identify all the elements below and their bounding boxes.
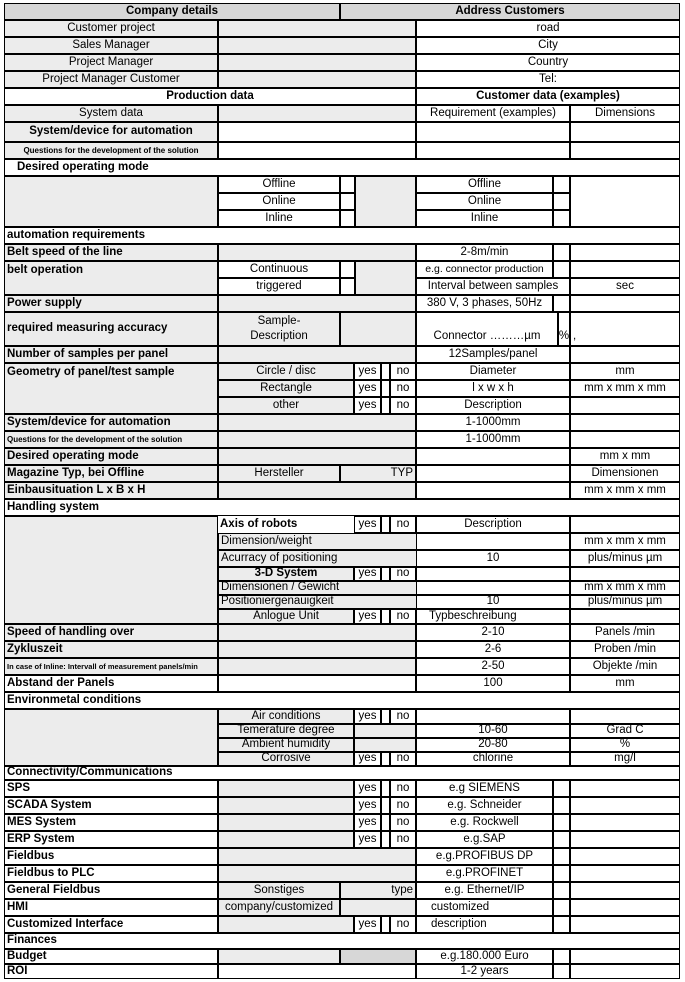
env-corrosive-no[interactable]: no xyxy=(390,752,416,766)
belt-continuous-dim[interactable] xyxy=(570,261,680,278)
belt-continuous-label: Continuous xyxy=(218,261,340,278)
geometry-circle-yes[interactable]: yes xyxy=(354,363,381,380)
hmi-mid: company/customized xyxy=(218,899,340,916)
env-air: Air conditions xyxy=(218,709,354,724)
questions-req-2[interactable]: 1-1000mm xyxy=(416,431,570,448)
fieldbus-plc-value[interactable]: e.g.PROFINET xyxy=(416,865,553,882)
mes-yes[interactable]: yes xyxy=(354,814,381,831)
customer-data-heading: Customer data (examples) xyxy=(416,88,680,105)
geometry-rectangle-no[interactable]: no xyxy=(390,380,416,397)
erp-label: ERP System xyxy=(4,831,218,848)
handling-accuracy: Acurracy of positioning xyxy=(218,550,416,567)
magazine-req[interactable] xyxy=(416,465,570,482)
inline-interval-unit[interactable]: Objekte /min xyxy=(570,658,680,675)
samples-per-panel-label: Number of samples per panel xyxy=(4,346,218,363)
accuracy-value[interactable]: Connector ………µm xyxy=(416,312,558,346)
fieldbus-dim[interactable] xyxy=(570,848,680,865)
roi-dim[interactable] xyxy=(570,964,680,979)
panel-distance-value[interactable]: 100 xyxy=(416,675,570,692)
production-data-heading: Production data xyxy=(4,88,416,105)
erp-yes[interactable]: yes xyxy=(354,831,381,848)
belt-continuous-checkbox[interactable] xyxy=(340,261,355,278)
system-device-req-1[interactable] xyxy=(416,122,570,142)
handling-axis-desc[interactable]: Description xyxy=(416,516,570,533)
fieldbus-label: Fieldbus xyxy=(4,848,218,865)
geometry-other-yes[interactable]: yes xyxy=(354,397,381,414)
power-supply-value[interactable]: 380 V, 3 phases, 50Hz xyxy=(416,295,553,312)
handling-axis-no[interactable]: no xyxy=(390,516,416,533)
belt-speed-label: Belt speed of the line xyxy=(4,244,218,261)
handling-dim-weight-de: Dimensionen / Gewicht xyxy=(218,581,416,595)
env-temperature: Temerature degree xyxy=(218,724,354,738)
env-air-no[interactable]: no xyxy=(390,709,416,724)
desired-mode-heading-1: Desired operating mode xyxy=(4,159,680,176)
custom-interface-check[interactable] xyxy=(553,916,570,933)
accuracy-mid[interactable] xyxy=(340,312,416,346)
custom-interface-yes-box[interactable] xyxy=(381,916,390,933)
questions-label-2: Questions for the development of the solution xyxy=(4,431,218,448)
scada-field[interactable] xyxy=(218,797,354,814)
magazine-maker: Hersteller xyxy=(218,465,340,482)
accuracy-desc-line2: Description xyxy=(250,329,308,342)
power-supply-field[interactable] xyxy=(218,295,416,312)
geometry-other-no[interactable]: no xyxy=(390,397,416,414)
address-customers-heading: Address Customers xyxy=(340,3,680,20)
cycle-time-value[interactable]: 2-6 xyxy=(416,641,570,658)
desired-mode-label-2: Desired operating mode xyxy=(4,448,218,465)
system-device-req-2[interactable]: 1-1000mm xyxy=(416,414,570,431)
handling-3d-yes[interactable]: yes xyxy=(354,567,381,581)
mes-field[interactable] xyxy=(218,814,354,831)
city-field[interactable]: City xyxy=(416,37,680,54)
belt-speed-value[interactable]: 2-8m/min xyxy=(416,244,553,261)
speed-handling-label: Speed of handling over xyxy=(4,624,218,641)
handling-dim-weight: Dimension/weight xyxy=(218,533,416,550)
system-device-field-1[interactable] xyxy=(218,122,416,142)
handling-system-heading: Handling system xyxy=(4,499,680,516)
sps-dim[interactable] xyxy=(570,780,680,797)
hmi-label: HMI xyxy=(4,899,218,916)
custom-interface-no[interactable]: no xyxy=(390,916,416,933)
geometry-circle-example[interactable]: Diameter xyxy=(416,363,570,380)
general-fieldbus-other: Sonstiges xyxy=(218,882,340,899)
panel-distance-unit[interactable]: mm xyxy=(570,675,680,692)
handling-analogue-dim[interactable] xyxy=(570,609,680,624)
env-humidity-mid xyxy=(354,738,416,752)
mode-inline: Inline xyxy=(218,210,340,227)
questions-dim-2[interactable] xyxy=(570,431,680,448)
tel-field[interactable]: Tel: xyxy=(416,71,680,88)
finances-heading: Finances xyxy=(4,933,680,949)
belt-continuous-check[interactable] xyxy=(553,261,570,278)
cycle-time-field[interactable] xyxy=(218,641,416,658)
env-humidity-value[interactable]: 20-80 xyxy=(416,738,570,752)
customer-project-field[interactable] xyxy=(218,20,416,37)
general-fieldbus-value[interactable]: e.g. Ethernet/IP xyxy=(416,882,553,899)
sales-manager-label: Sales Manager xyxy=(4,37,218,54)
questions-req-1[interactable] xyxy=(416,142,570,159)
belt-triggered-example[interactable]: Interval between samples xyxy=(416,278,570,295)
roi-check[interactable] xyxy=(553,964,570,979)
desired-mode-unit-2[interactable]: mm x mm xyxy=(570,448,680,465)
installation-field[interactable] xyxy=(218,482,416,499)
accuracy-unit[interactable]: % xyxy=(558,312,570,346)
cust-mode-inline: Inline xyxy=(416,210,553,227)
geometry-circle-no[interactable]: no xyxy=(390,363,416,380)
fieldbus-plc-check[interactable] xyxy=(553,865,570,882)
requirements-form xyxy=(4,3,680,979)
belt-triggered-checkbox[interactable] xyxy=(340,278,355,295)
custom-interface-field[interactable] xyxy=(218,916,354,933)
env-corrosive: Corrosive xyxy=(218,752,354,766)
system-device-label-2: System/device for automation xyxy=(4,414,218,431)
hmi-dim[interactable] xyxy=(570,899,680,916)
scada-yes-box[interactable] xyxy=(381,797,390,814)
env-temperature-unit[interactable]: Grad C xyxy=(570,724,680,738)
sales-manager-field[interactable] xyxy=(218,37,416,54)
project-manager-customer-field[interactable] xyxy=(218,71,416,88)
mode-block-right xyxy=(570,176,680,227)
desired-mode-field-2[interactable] xyxy=(218,448,416,465)
scada-check[interactable] xyxy=(553,797,570,814)
mes-check[interactable] xyxy=(553,814,570,831)
geometry-other: other xyxy=(218,397,354,414)
project-manager-customer-label: Project Manager Customer xyxy=(4,71,218,88)
cust-mode-online-checkbox[interactable] xyxy=(553,193,570,210)
magazine-type: TYP xyxy=(340,465,416,482)
sps-label: SPS xyxy=(4,780,218,797)
env-corrosive-unit[interactable]: mg/l xyxy=(570,752,680,766)
questions-label-1: Questions for the development of the solution xyxy=(4,142,218,159)
roi-field[interactable] xyxy=(218,964,416,979)
env-corrosive-value[interactable]: chlorine xyxy=(416,752,570,766)
sps-no[interactable]: no xyxy=(390,780,416,797)
panel-distance-label: Abstand der Panels xyxy=(4,675,218,692)
handling-accuracy-de: Positioniergenauigkeit xyxy=(218,595,416,609)
fieldbus-plc-label: Fieldbus to PLC xyxy=(4,865,218,882)
scada-value[interactable]: e.g. Schneider xyxy=(416,797,553,814)
env-temperature-mid xyxy=(354,724,416,738)
mode-offline: Offline xyxy=(218,176,340,193)
accuracy-desc xyxy=(218,312,340,346)
handling-accuracy-de-value[interactable]: 10 xyxy=(416,595,570,609)
general-fieldbus-label: General Fieldbus xyxy=(4,882,218,899)
handling-accuracy-unit[interactable]: plus/minus µm xyxy=(570,550,680,567)
fieldbus-check[interactable] xyxy=(553,848,570,865)
mode-block-mid xyxy=(355,176,416,227)
samples-per-panel-dim[interactable] xyxy=(570,346,680,363)
handling-axis-label: Axis of robots xyxy=(220,517,298,530)
handling-3d-system: 3-D System xyxy=(218,567,354,581)
budget-field[interactable] xyxy=(218,949,340,964)
sps-field[interactable] xyxy=(218,780,354,797)
geometry-other-yes-box[interactable] xyxy=(381,397,390,414)
handling-accuracy-de-unit[interactable]: plus/minus µm xyxy=(570,595,680,609)
power-supply-check[interactable] xyxy=(553,295,570,312)
custom-interface-dim[interactable] xyxy=(570,916,680,933)
hmi-check[interactable] xyxy=(553,899,570,916)
budget-dim[interactable] xyxy=(570,949,680,964)
hmi-mid-right[interactable] xyxy=(340,899,416,916)
questions-field-1[interactable] xyxy=(218,142,416,159)
speed-handling-value[interactable]: 2-10 xyxy=(416,624,570,641)
env-air-dim[interactable] xyxy=(570,709,680,724)
project-manager-field[interactable] xyxy=(218,54,416,71)
environmental-heading: Environmetal conditions xyxy=(4,692,680,709)
general-fieldbus-dim[interactable] xyxy=(570,882,680,899)
hmi-value[interactable]: customized xyxy=(416,899,553,916)
belt-operation-mid xyxy=(355,261,416,295)
environmental-block-left xyxy=(4,709,218,766)
handling-dim-weight-unit[interactable]: mm x mm x mm xyxy=(570,533,680,550)
handling-axis-yes[interactable]: yes xyxy=(354,516,381,533)
accuracy-dim[interactable]: , xyxy=(570,312,680,346)
erp-field[interactable] xyxy=(218,831,354,848)
mes-value[interactable]: e.g. Rockwell xyxy=(416,814,553,831)
mode-online: Online xyxy=(218,193,340,210)
sps-value[interactable]: e.g SIEMENS xyxy=(416,780,553,797)
system-data-field xyxy=(218,105,416,122)
questions-field-2[interactable] xyxy=(218,431,416,448)
magazine-unit[interactable]: Dimensionen xyxy=(570,465,680,482)
cust-mode-online: Online xyxy=(416,193,553,210)
installation-req[interactable] xyxy=(416,482,570,499)
speed-handling-unit[interactable]: Panels /min xyxy=(570,624,680,641)
country-field[interactable]: Country xyxy=(416,54,680,71)
custom-interface-label: Customized Interface xyxy=(4,916,218,933)
env-air-yes[interactable]: yes xyxy=(354,709,381,724)
requirement-heading: Requirement (examples) xyxy=(416,105,570,122)
budget-check[interactable] xyxy=(553,949,570,964)
handling-dim-weight-de-req[interactable] xyxy=(416,581,570,595)
handling-analogue: Anlogue Unit xyxy=(218,609,354,624)
power-supply-label: Power supply xyxy=(4,295,218,312)
cust-mode-offline-checkbox[interactable] xyxy=(553,176,570,193)
mes-yes-box[interactable] xyxy=(381,814,390,831)
belt-speed-dim[interactable] xyxy=(570,244,680,261)
geometry-circle-unit[interactable]: mm xyxy=(570,363,680,380)
scada-label: SCADA System xyxy=(4,797,218,814)
geometry-rectangle-example[interactable]: l x w x h xyxy=(416,380,570,397)
mes-no[interactable]: no xyxy=(390,814,416,831)
roi-label: ROI xyxy=(4,964,218,979)
env-humidity-unit[interactable]: % xyxy=(570,738,680,752)
geometry-circle: Circle / disc xyxy=(218,363,354,380)
customer-project-label: Customer project xyxy=(4,20,218,37)
geometry-other-example[interactable]: Description xyxy=(416,397,570,414)
mes-label: MES System xyxy=(4,814,218,831)
handling-analogue-yes[interactable]: yes xyxy=(354,609,381,624)
speed-handling-field[interactable] xyxy=(218,624,416,641)
inline-interval-label: In case of Inline: Intervall of measurement panels/min xyxy=(4,658,218,675)
power-supply-dim[interactable] xyxy=(570,295,680,312)
geometry-rectangle-unit[interactable]: mm x mm x mm xyxy=(570,380,680,397)
geometry-rectangle-yes-box[interactable] xyxy=(381,380,390,397)
budget-value[interactable]: e.g.180.000 Euro xyxy=(416,949,553,964)
cust-mode-offline: Offline xyxy=(416,176,553,193)
mode-offline-checkbox[interactable] xyxy=(340,176,355,193)
geometry-circle-yes-box[interactable] xyxy=(381,363,390,380)
env-corrosive-yes-box[interactable] xyxy=(381,752,390,766)
handling-analogue-yes-box[interactable] xyxy=(381,609,390,624)
mode-inline-checkbox[interactable] xyxy=(340,210,355,227)
magazine-label: Magazine Typ, bei Offline xyxy=(4,465,218,482)
system-device-dim-1[interactable] xyxy=(570,122,680,142)
handling-accuracy-value[interactable]: 10 xyxy=(416,550,570,567)
general-fieldbus-check[interactable] xyxy=(553,882,570,899)
system-device-label-1: System/device for automation xyxy=(4,122,218,142)
general-fieldbus-type: type xyxy=(340,882,416,899)
system-data-heading: System data xyxy=(4,105,218,122)
fieldbus-field[interactable] xyxy=(218,848,416,865)
handling-dim-weight-req[interactable] xyxy=(416,533,570,550)
desired-mode-req-2[interactable] xyxy=(416,448,570,465)
roi-value[interactable]: 1-2 years xyxy=(416,964,553,979)
installation-label: Einbausituation L x B x H xyxy=(4,482,218,499)
budget-label: Budget xyxy=(4,949,218,964)
geometry-label: Geometry of panel/test sample xyxy=(4,363,218,414)
accuracy-desc-line1: Sample- xyxy=(257,315,301,327)
belt-speed-field[interactable] xyxy=(218,244,416,261)
cycle-time-label: Zykluszeit xyxy=(4,641,218,658)
dimensions-heading: Dimensions xyxy=(570,105,680,122)
system-device-field-2[interactable] xyxy=(218,414,416,431)
custom-interface-yes[interactable]: yes xyxy=(354,916,381,933)
mode-online-checkbox[interactable] xyxy=(340,193,355,210)
installation-unit[interactable]: mm x mm x mm xyxy=(570,482,680,499)
geometry-rectangle-yes[interactable]: yes xyxy=(354,380,381,397)
env-corrosive-yes[interactable]: yes xyxy=(354,752,381,766)
erp-value[interactable]: e.g.SAP xyxy=(416,831,553,848)
geometry-rectangle: Rectangle xyxy=(218,380,354,397)
handling-axis-yes-box[interactable] xyxy=(381,516,390,533)
handling-dim-weight-de-unit[interactable]: mm x mm x mm xyxy=(570,581,680,595)
fieldbus-plc-dim[interactable] xyxy=(570,865,680,882)
belt-speed-check[interactable] xyxy=(553,244,570,261)
inline-interval-field[interactable] xyxy=(218,658,416,675)
handling-axis-dim[interactable] xyxy=(570,516,680,533)
belt-triggered-label: triggered xyxy=(218,278,340,295)
handling-3d-req[interactable] xyxy=(416,567,570,581)
env-air-req[interactable] xyxy=(416,709,570,724)
connectivity-heading: Connectivity/Communications xyxy=(4,766,680,780)
sps-yes-box[interactable] xyxy=(381,780,390,797)
mode-block-left xyxy=(4,176,218,227)
env-air-yes-box[interactable] xyxy=(381,709,390,724)
erp-dim[interactable] xyxy=(570,831,680,848)
mes-dim[interactable] xyxy=(570,814,680,831)
belt-continuous-example[interactable]: e.g. connector production xyxy=(416,261,553,278)
handling-3d-dim[interactable] xyxy=(570,567,680,581)
handling-3d-no[interactable]: no xyxy=(390,567,416,581)
project-manager-label: Project Manager xyxy=(4,54,218,71)
scada-dim[interactable] xyxy=(570,797,680,814)
fieldbus-value[interactable]: e.g.PROFIBUS DP xyxy=(416,848,553,865)
accuracy-label: required measuring accuracy xyxy=(4,312,218,346)
handling-analogue-no[interactable]: no xyxy=(390,609,416,624)
scada-yes[interactable]: yes xyxy=(354,797,381,814)
belt-operation-label: belt operation xyxy=(4,261,218,295)
budget-field-2[interactable] xyxy=(340,949,416,964)
samples-per-panel-field[interactable] xyxy=(218,346,416,363)
custom-interface-value[interactable]: description xyxy=(416,916,553,933)
erp-check[interactable] xyxy=(553,831,570,848)
cust-mode-inline-checkbox[interactable] xyxy=(553,210,570,227)
panel-distance-field[interactable] xyxy=(218,675,416,692)
geometry-other-unit[interactable] xyxy=(570,397,680,414)
env-temperature-value[interactable]: 10-60 xyxy=(416,724,570,738)
system-device-dim-2[interactable] xyxy=(570,414,680,431)
handling-block-left xyxy=(4,516,218,624)
handling-3d-yes-box[interactable] xyxy=(381,567,390,581)
env-humidity: Ambient humidity xyxy=(218,738,354,752)
erp-no[interactable]: no xyxy=(390,831,416,848)
erp-yes-box[interactable] xyxy=(381,831,390,848)
sps-check[interactable] xyxy=(553,780,570,797)
samples-per-panel-value[interactable]: 12Samples/panel xyxy=(416,346,570,363)
road-field[interactable]: road xyxy=(416,20,680,37)
scada-no[interactable]: no xyxy=(390,797,416,814)
inline-interval-value[interactable]: 2-50 xyxy=(416,658,570,675)
automation-requirements-heading: automation requirements xyxy=(4,227,680,244)
belt-triggered-unit[interactable]: sec xyxy=(570,278,680,295)
company-details-heading: Company details xyxy=(4,3,340,20)
sps-yes[interactable]: yes xyxy=(354,780,381,797)
cycle-time-unit[interactable]: Proben /min xyxy=(570,641,680,658)
fieldbus-plc-field[interactable] xyxy=(218,865,416,882)
questions-dim-1[interactable] xyxy=(570,142,680,159)
handling-analogue-type[interactable]: Typbeschreibung xyxy=(416,609,570,624)
